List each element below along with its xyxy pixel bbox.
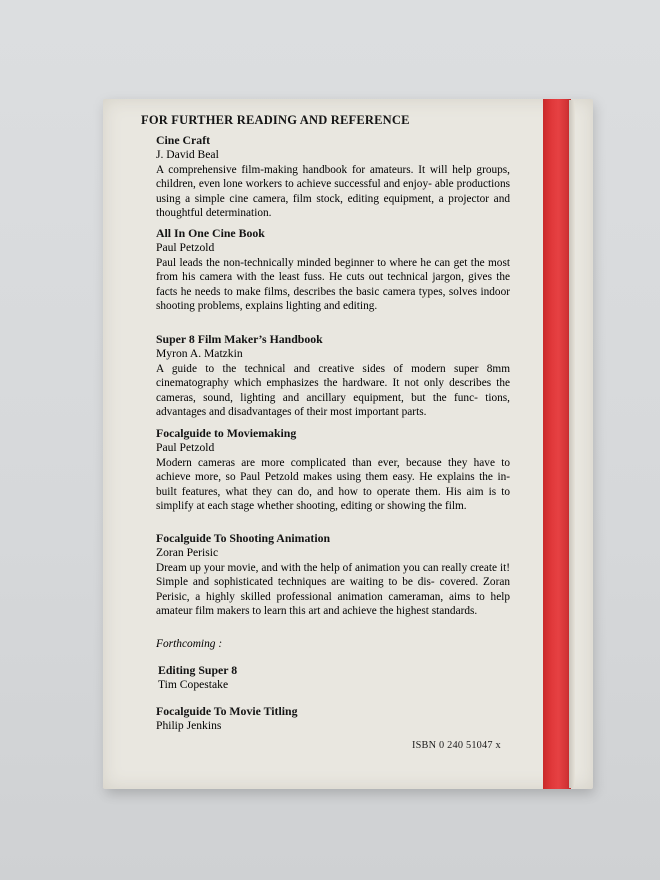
book-author: Paul Petzold bbox=[156, 441, 215, 454]
book-author: Tim Copestake bbox=[158, 678, 229, 691]
book-entry bbox=[156, 531, 510, 619]
book-title: Focalguide To Movie Titling bbox=[156, 704, 298, 718]
book-author: Paul Petzold bbox=[156, 241, 215, 254]
book-title: Editing Super 8 bbox=[158, 663, 238, 677]
forthcoming-entry bbox=[158, 663, 512, 693]
book-entry bbox=[156, 332, 510, 420]
forthcoming-entry bbox=[156, 704, 510, 734]
book-entry bbox=[156, 133, 510, 221]
book-title: Focalguide to Moviemaking bbox=[156, 426, 297, 440]
forthcoming-label: Forthcoming : bbox=[156, 638, 223, 650]
book-description: A comprehensive film-making handbook for amateurs. It will help groups, children, even lone workers to achieve successful and enjoy- able productions using a simple cine camera, film stock, editing equipment, a projector and thoughtful determination. bbox=[156, 163, 510, 220]
book-title: All In One Cine Book bbox=[156, 226, 265, 240]
book-spine bbox=[543, 99, 571, 789]
book-entry bbox=[156, 226, 510, 314]
book-author: Myron A. Matzkin bbox=[156, 347, 243, 360]
book-description: Paul leads the non-technically minded beginner to where he can get the most from his camera with the least fuss. He cuts out technical jargon, gives the facts he needs to make films, describes the basic camera types, solves indoor shooting problems, explains lighting and editing. bbox=[156, 256, 510, 313]
isbn-number: ISBN 0 240 51047 x bbox=[412, 740, 501, 751]
book-description: Modern cameras are more complicated than ever, because they have to achieve more, so Paul Petzold makes using them easy. He explains the in-built features, what they can do, and how to operate them. His aim is to simplify at each stage whether shooting, editing or showing the film. bbox=[156, 456, 510, 513]
page-edge bbox=[569, 100, 575, 788]
book-title: Focalguide To Shooting Animation bbox=[156, 531, 331, 545]
book-entry bbox=[156, 426, 510, 514]
section-heading: FOR FURTHER READING AND REFERENCE bbox=[141, 113, 410, 127]
book-title: Super 8 Film Maker’s Handbook bbox=[156, 332, 323, 346]
book-author: J. David Beal bbox=[156, 148, 219, 161]
book-description: A guide to the technical and creative sides of modern super 8mm cinematography which emphasizes the hardware. It not only describes the cameras, sound, lighting and ancillary equipment, but the func- tions, advantages and disadvantages of their most important parts. bbox=[156, 362, 510, 419]
book-author: Philip Jenkins bbox=[156, 719, 222, 732]
book-title: Cine Craft bbox=[156, 133, 211, 147]
book-author: Zoran Perisic bbox=[156, 546, 219, 559]
book-description: Dream up your movie, and with the help of animation you can really create it! Simple and sophisticated techniques are waiting to be dis- covered. Zoran Perisic, a highly skilled professional animation cameraman, aims to help amateur film makers to learn this art and achieve the highest standards. bbox=[156, 561, 510, 618]
